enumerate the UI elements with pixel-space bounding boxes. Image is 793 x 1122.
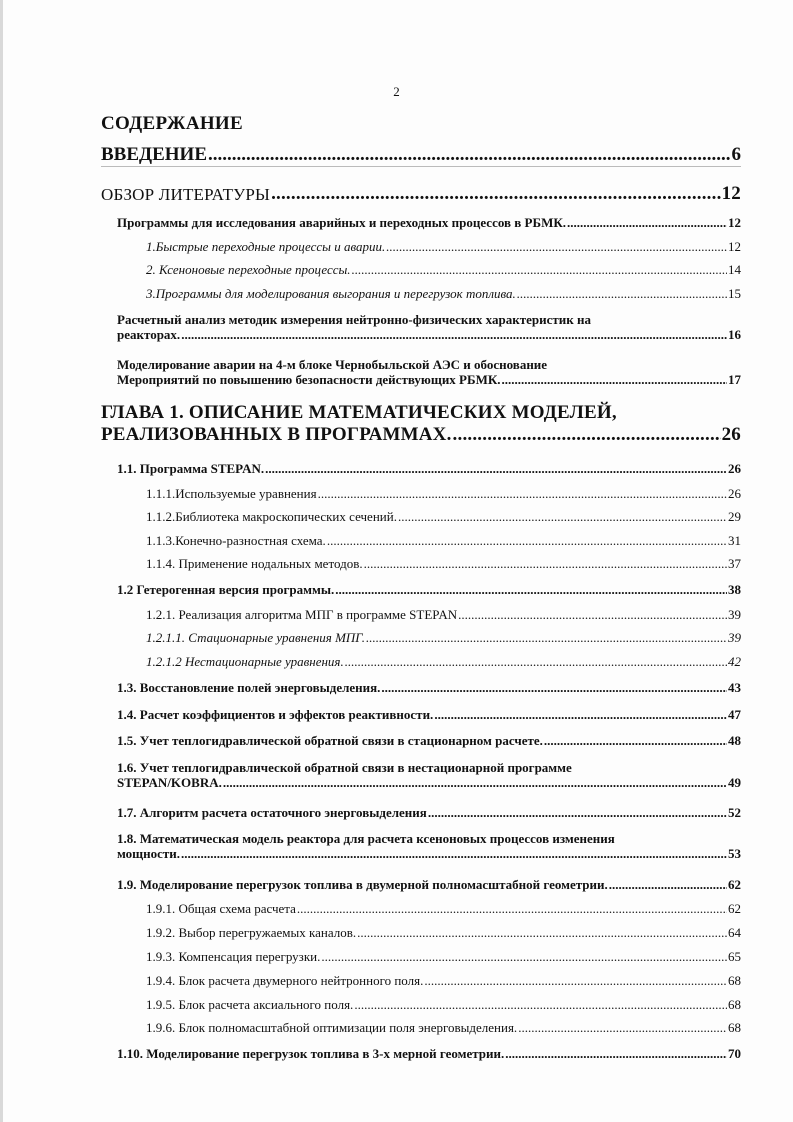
toc-page: 37 [728,556,741,571]
toc-leader [398,510,727,525]
toc-leader [502,373,727,388]
toc-entry-1-1[interactable] [117,462,741,477]
toc-page: 48 [728,733,741,748]
toc-entry-line [117,847,741,862]
toc-title: 1.2.1.1. Стационарные уравнения МПГ. [146,630,365,645]
toc-title: 1.9.2. Выбор перегружаемых каналов. [146,925,357,940]
toc-leader [271,183,721,205]
toc-entry-1-2-1[interactable] [146,608,741,623]
toc-leader [345,655,727,670]
toc-leader [453,424,721,446]
page-number: 2 [393,84,400,99]
toc-page: 43 [728,680,741,695]
toc-title: 1.9.3. Компенсация перегрузки. [146,949,321,964]
toc-entry-1-9-5[interactable] [146,998,741,1013]
toc-page: 17 [728,371,741,387]
toc-title: Мероприятий по повышению безопасности действующих РБМК. [117,371,501,387]
toc-title: 1.Быстрые переходные процессы и аварии. [146,239,386,254]
toc-entry-1-2-1-2[interactable] [146,655,741,670]
toc-title: STEPAN/KOBRA. [117,774,222,790]
toc-entry-1-5[interactable] [117,734,741,749]
toc-title-line: 1.6. Учет теплогидравлической обратной связи в нестационарной программе [117,760,572,775]
toc-entry-1-3[interactable] [117,681,741,696]
toc-entry-fast[interactable] [146,240,741,255]
toc-leader [609,878,727,893]
toc-entry-line [101,424,741,446]
toc-title: 1.3. Восстановление полей энерговыделения. [117,680,381,695]
toc-entry-line [117,776,741,791]
toc-entry-1-9-6[interactable] [146,1021,741,1036]
toc-title-line: Расчетный анализ методик измерения нейтронно-физических характеристик на [117,312,591,327]
toc-entry-xenon[interactable] [146,263,741,278]
toc-leader [297,902,727,917]
toc-page: 26 [728,486,741,501]
toc-entry-1-6[interactable] [117,761,741,791]
toc-entry-prog-avar[interactable] [117,216,741,231]
toc-page: 42 [728,654,741,669]
toc-title: 1.1. Программа STEPAN. [117,461,265,476]
toc-page: 29 [728,509,741,524]
toc-title: 3.Программы для моделирования выгорания и перегрузок топлива. [146,286,516,301]
toc-leader [357,926,727,941]
toc-entry-line [117,328,741,343]
toc-leader [223,776,727,791]
toc-page: 26 [721,423,741,445]
toc-entry-1-7[interactable] [117,806,741,821]
toc-title: 1.7. Алгоритм расчета остаточного энерговыделения [117,805,427,820]
toc-leader [181,847,727,862]
toc-page: 39 [728,630,741,645]
toc-page: 53 [728,845,741,861]
toc-page: 64 [728,925,741,940]
toc-page: 68 [728,973,741,988]
scan-edge [0,0,3,1122]
toc-entry-1-9-1[interactable] [146,902,741,917]
toc-leader [318,487,727,502]
toc-title: Программы для исследования аварийных и переходных процессов в РБМК. [117,215,567,230]
toc-entry-1-2-1-1[interactable] [146,631,741,646]
toc-page: 47 [728,707,741,722]
toc-entry-chernobyl[interactable] [117,358,741,388]
toc-leader [381,681,727,696]
toc-entry-1-4[interactable] [117,708,741,723]
toc-title: 2. Ксеноновые переходные процессы. [146,262,351,277]
toc-leader [354,998,727,1013]
toc-entry-1-9-4[interactable] [146,974,741,989]
toc-title-line: Моделирование аварии на 4-м блоке Чернобыльской АЭС и обоснование [117,357,548,372]
toc-entry-1-9-2[interactable] [146,926,741,941]
toc-leader [434,708,727,723]
toc-leader [424,974,727,989]
toc-entry-burnup[interactable] [146,287,741,302]
toc-page: 12 [728,239,741,254]
toc-leader [458,608,727,623]
toc-title: 1.1.3.Конечно-разностная схема. [146,533,326,548]
toc-title: 1.1.2.Библиотека макроскопических сечений. [146,509,397,524]
toc-title: РЕАЛИЗОВАННЫХ В ПРОГРАММАХ. [101,423,452,445]
toc-title: 1.1.4. Применение нодальных методов. [146,556,363,571]
toc-page: 62 [728,877,741,892]
toc-leader [208,144,731,166]
toc-leader [428,806,727,821]
toc-title: 1.9. Моделирование перегрузок топлива в двумерной полномасштабной геометрии. [117,877,608,892]
toc-leader [386,240,727,255]
toc-leader [335,583,727,598]
toc-page: 70 [728,1046,741,1061]
toc-leader [505,1047,727,1062]
toc-page: 49 [728,774,741,790]
toc-page: 68 [728,997,741,1012]
toc-leader [352,263,727,278]
toc-entry-1-1-4[interactable] [146,557,741,572]
toc-title: 1.10. Моделирование перегрузок топлива в 3-х мерной геометрии. [117,1046,505,1061]
toc-leader [321,950,727,965]
toc-leader [366,631,727,646]
toc-title: 1.2 Гетерогенная версия программы. [117,582,335,597]
toc-title: мощности. [117,845,181,861]
toc-entry-calc[interactable] [117,313,741,343]
toc-title: 1.2.1. Реализация алгоритма МПГ в программе STEPAN [146,607,458,622]
toc-title: 1.9.6. Блок полномасштабной оптимизации поля энерговыделения. [146,1020,518,1035]
toc-page: 62 [728,901,741,916]
toc-title: 1.5. Учет теплогидравлической обратной связи в стационарном расчете. [117,733,543,748]
toc-heading: СОДЕРЖАНИЕ [101,113,243,134]
toc-title-line: 1.8. Математическая модель реактора для расчета ксеноновых процессов изменения [117,831,615,846]
toc-leader [364,557,727,572]
toc-entry-line [117,373,741,388]
toc-page: 26 [728,461,741,476]
toc-title: ВВЕДЕНИЕ [101,144,207,165]
toc-entry-intro[interactable] [101,144,741,166]
toc-title: 1.1.1.Используемые уравнения [146,486,317,501]
toc-page: 15 [728,286,741,301]
toc-title: ОБЗОР ЛИТЕРАТУРЫ [101,185,271,205]
toc-page: 31 [728,533,741,548]
toc-page: 6 [731,144,741,165]
toc-entry-1-10[interactable] [117,1047,741,1062]
toc-title: 1.4. Расчет коэффициентов и эффектов реактивности. [117,707,434,722]
toc-title: 1.9.1. Общая схема расчета [146,901,296,916]
toc-entry-1-9-3[interactable] [146,950,741,965]
toc-page: 38 [728,582,741,597]
toc-title: реакторах. [117,326,181,342]
toc-page: 16 [728,326,741,342]
toc-entry-chapter1[interactable] [101,402,741,446]
toc-leader [567,216,727,231]
toc-leader [265,462,727,477]
toc-leader [544,734,727,749]
toc-page: 39 [728,607,741,622]
toc-entry-1-8[interactable] [117,832,741,862]
toc-entry-1-1-1[interactable] [146,487,741,502]
toc-leader [327,534,727,549]
toc-entry-1-1-2[interactable] [146,510,741,525]
toc-entry-1-9[interactable] [117,878,741,893]
toc-leader [517,287,727,302]
toc-page: 68 [728,1020,741,1035]
toc-page: 12 [721,183,741,204]
divider [101,166,741,167]
toc-title-line: ГЛАВА 1. ОПИСАНИЕ МАТЕМАТИЧЕСКИХ МОДЕЛЕЙ, [101,402,617,423]
toc-page: 14 [728,262,741,277]
toc-page: 65 [728,949,741,964]
toc-title: 1.9.5. Блок расчета аксиального поля. [146,997,354,1012]
toc-page: 12 [728,215,741,230]
toc-title: 1.2.1.2 Нестационарные уравнения. [146,654,344,669]
toc-title: 1.9.4. Блок расчета двумерного нейтронного поля. [146,973,424,988]
toc-entry-1-1-3[interactable] [146,534,741,549]
toc-leader [181,328,727,343]
toc-page: 52 [728,805,741,820]
toc-entry-review[interactable] [101,183,741,205]
toc-entry-1-2[interactable] [117,583,741,598]
toc-leader [518,1021,727,1036]
